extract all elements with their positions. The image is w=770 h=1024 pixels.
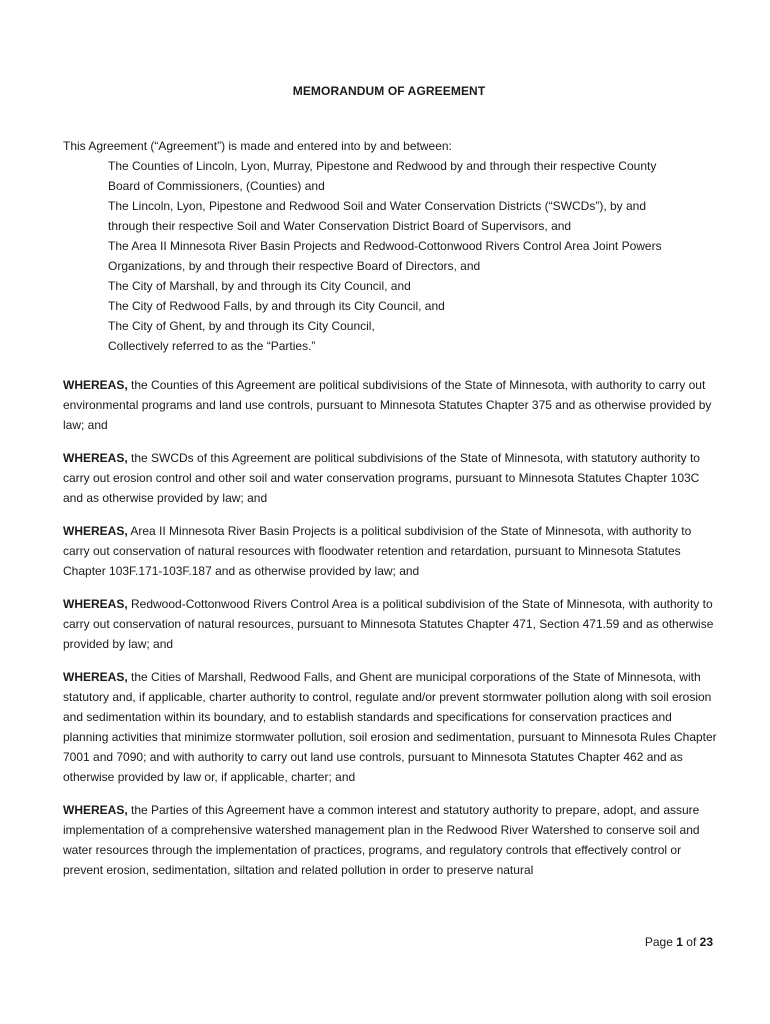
whereas-text: Redwood-Cottonwood Rivers Control Area is a political subdivision of the State of Minnesota, with authority to carry out conservation of natural resources, pursuant to Minnesota Statutes Chapter 471, Section 471.59 and as otherwise provided by law; and (63, 597, 714, 651)
whereas-lead: WHEREAS, (63, 378, 128, 392)
whereas-paragraph (63, 800, 718, 880)
whereas-paragraph (63, 375, 718, 435)
parties-list (108, 156, 708, 356)
whereas-paragraph (63, 448, 718, 508)
document-title: MEMORANDUM OF AGREEMENT (292, 84, 486, 98)
page-word: Page (644, 935, 673, 949)
whereas-paragraph (63, 594, 718, 654)
party-line: The Area II Minnesota River Basin Projects and Redwood-Cottonwood Rivers Control Area Joint Powers (108, 239, 662, 253)
intro-sentence: This Agreement (“Agreement”) is made and entered into by and between: (63, 139, 452, 153)
whereas-lead: WHEREAS, (63, 524, 128, 538)
whereas-paragraph (63, 521, 718, 581)
party-line: The City of Marshall, by and through its City Council, and (108, 279, 411, 293)
whereas-text: the Counties of this Agreement are political subdivisions of the State of Minnesota, with authority to carry out environmental programs and land use controls, pursuant to Minnesota Statutes Chapter 375 and as otherwise provided by law; and (63, 378, 712, 432)
party-line: Board of Commissioners, (Counties) and (108, 179, 325, 193)
party-line: The Counties of Lincoln, Lyon, Murray, Pipestone and Redwood by and through their respective County (108, 159, 657, 173)
whereas-lead: WHEREAS, (63, 670, 128, 684)
party-line: Organizations, by and through their respective Board of Directors, and (108, 259, 481, 273)
party-line: The Lincoln, Lyon, Pipestone and Redwood Soil and Water Conservation Districts (“SWCDs”), by and (108, 199, 647, 213)
current-page: 1 (676, 935, 683, 949)
party-line: The City of Redwood Falls, by and through its City Council, and (108, 299, 445, 313)
whereas-lead: WHEREAS, (63, 451, 128, 465)
whereas-paragraph (63, 667, 718, 787)
of-word: of (686, 935, 697, 949)
page-number (645, 935, 713, 949)
party-line: Collectively referred to as the “Parties.” (108, 339, 316, 353)
whereas-text: Area II Minnesota River Basin Projects is a political subdivision of the State of Minnesota, with authority to carry out conservation of natural resources with floodwater retention and retardation, pursuant to Minnesota Statutes Chapter 103F.171-103F.187 and as otherwise provided by law; and (63, 524, 692, 578)
party-line: The City of Ghent, by and through its City Council, (108, 319, 375, 333)
whereas-lead: WHEREAS, (63, 597, 128, 611)
whereas-text: the SWCDs of this Agreement are political subdivisions of the State of Minnesota, with statutory authority to carry out erosion control and other soil and water conservation programs, pursuant to Minnesota Statutes Chapter 103C and as otherwise provided by law; and (63, 451, 700, 505)
party-line: through their respective Soil and Water Conservation District Board of Supervisors, and (108, 219, 572, 233)
whereas-lead: WHEREAS, (63, 803, 128, 817)
whereas-text: the Cities of Marshall, Redwood Falls, and Ghent are municipal corporations of the State of Minnesota, with statutory and, if applicable, charter authority to control, regulate and/or prevent stormwater pollution along with soil erosion and sedimentation within its boundary, and to establish standards and specifications for conservation practices and planning activities that minimize stormwater pollution, soil erosion and sedimentation, pursuant to Minnesota Rules Chapter 7001 and 7090; and with authority to carry out land use controls, pursuant to Minnesota Statutes Chapter 462 and as otherwise provided by law or, if applicable, charter; and (63, 670, 717, 784)
whereas-text: the Parties of this Agreement have a common interest and statutory authority to prepare, adopt, and assure implementation of a comprehensive watershed management plan in the Redwood River Watershed to conserve soil and water resources through the implementation of practices, programs, and regulatory controls that effectively control or prevent erosion, sedimentation, siltation and related pollution in order to preserve natural (63, 803, 700, 877)
total-pages: 23 (699, 935, 713, 949)
